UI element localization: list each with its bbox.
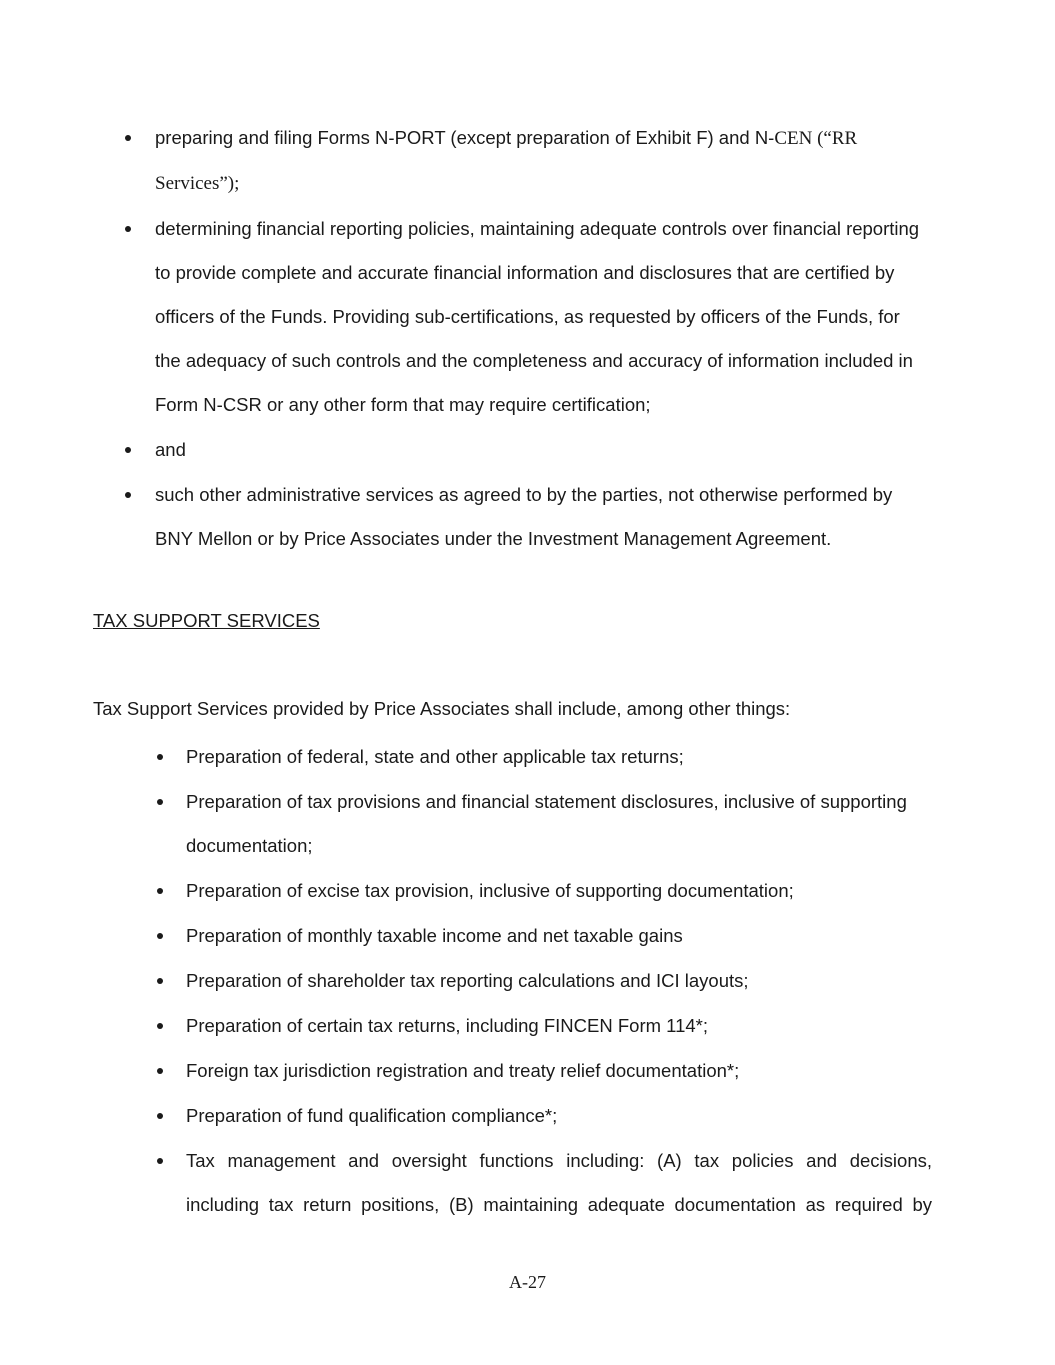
bullet-icon — [157, 799, 163, 805]
tax-services-list — [152, 735, 932, 1228]
list-item — [152, 1139, 932, 1227]
bullet-icon — [125, 447, 131, 453]
list-item-text: Tax management and oversight functions including: (A) tax policies and decisions, including tax return positions, (B) maintaining adequate documentation as required by — [186, 1150, 932, 1215]
bullet-icon — [157, 1068, 163, 1074]
list-item — [152, 1049, 932, 1093]
list-item — [152, 1004, 932, 1048]
list-item-text: and — [155, 439, 186, 460]
bullet-icon — [157, 1158, 163, 1164]
list-item — [152, 959, 932, 1003]
list-item — [152, 735, 932, 779]
list-item-text: Preparation of fund qualification compliance*; — [186, 1105, 558, 1126]
list-item — [120, 428, 920, 472]
section-heading: TAX SUPPORT SERVICES — [93, 610, 320, 631]
list-item — [152, 869, 932, 913]
bullet-icon — [125, 492, 131, 498]
list-item — [152, 914, 932, 958]
list-item-text: preparing and filing Forms N-PORT (except preparation of Exhibit F) and N- — [155, 127, 775, 148]
list-item-text: Preparation of monthly taxable income and net taxable gains — [186, 925, 683, 946]
bullet-icon — [125, 226, 131, 232]
admin-services-list — [120, 116, 920, 562]
list-item-text-serif: CEN (“RR Services”); — [155, 128, 858, 194]
section-intro: Tax Support Services provided by Price Associates shall include, among other things: — [93, 698, 791, 719]
page-number: A-27 — [509, 1272, 546, 1292]
bullet-icon — [157, 1023, 163, 1029]
list-item-text: such other administrative services as agreed to by the parties, not otherwise performed by BNY Mellon or by Price Associates under the Investment Management Agreement. — [155, 484, 893, 549]
bullet-icon — [157, 754, 163, 760]
bullet-icon — [157, 888, 163, 894]
list-item — [152, 1094, 932, 1138]
bullet-icon — [157, 978, 163, 984]
list-item-text: Foreign tax jurisdiction registration and treaty relief documentation*; — [186, 1060, 740, 1081]
list-item-text: Preparation of shareholder tax reporting calculations and ICI layouts; — [186, 970, 749, 991]
list-item — [120, 207, 920, 427]
bullet-icon — [125, 135, 131, 141]
bullet-icon — [157, 933, 163, 939]
list-item-text: Preparation of excise tax provision, inclusive of supporting documentation; — [186, 880, 794, 901]
list-item — [120, 116, 920, 206]
bullet-icon — [157, 1113, 163, 1119]
list-item — [152, 780, 932, 868]
list-item-text: Preparation of certain tax returns, including FINCEN Form 114*; — [186, 1015, 708, 1036]
list-item — [120, 473, 920, 561]
list-item-text: Preparation of tax provisions and financial statement disclosures, inclusive of supporting documentation; — [186, 791, 907, 856]
list-item-text: determining financial reporting policies, maintaining adequate controls over financial reporting to provide complete and accurate financial information and disclosures that are certified by officers of the Funds. Providing sub-certifications, as requested by officers of the Funds, for the adequacy of such controls and the completeness and accuracy of information included in Form N-CSR or any other form that may require certification; — [155, 218, 920, 415]
list-item-text: Preparation of federal, state and other applicable tax returns; — [186, 746, 684, 767]
